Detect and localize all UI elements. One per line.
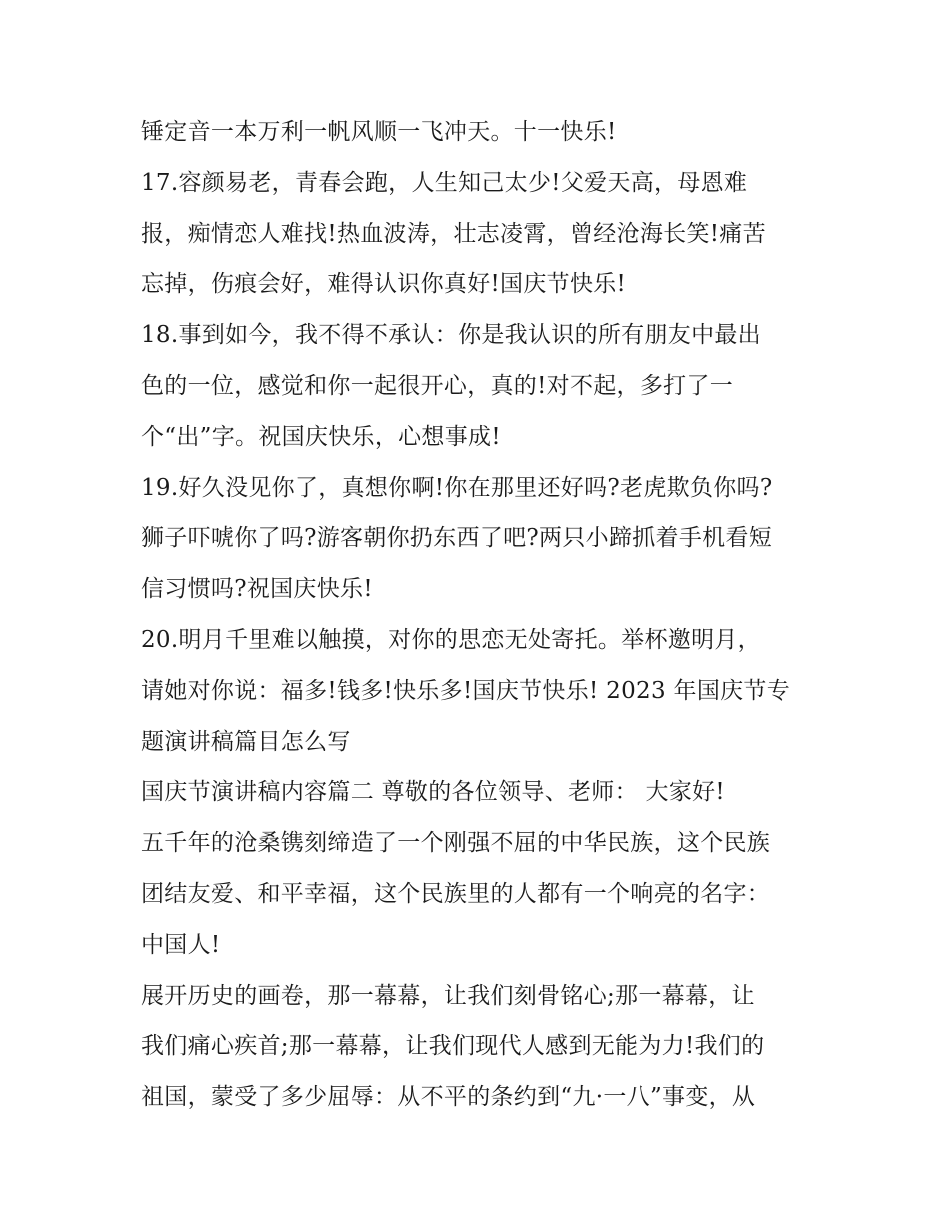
text-line: 五千年的沧桑镌刻缔造了一个刚强不屈的中华民族，这个民族 <box>141 830 771 857</box>
text-line: 展开历史的画卷，那一幕幕，让我们刻骨铭心;那一幕幕，让 <box>141 982 755 1009</box>
text-line: 18.事到如今，我不得不承认：你是我认识的所有朋友中最出 <box>141 322 761 349</box>
text-line: 20.明月千里难以触摸，对你的思恋无处寄托。举杯邀明月， <box>141 626 761 653</box>
text-line: 锤定音一本万利一帆风顺一飞冲天。十一快乐! <box>141 119 617 145</box>
document-body <box>141 107 821 1123</box>
text-line: 祖国，蒙受了多少屈辱：从不平的条约到“九·一八”事变，从 <box>141 1084 756 1111</box>
text-line: 报，痴情恋人难找!热血波涛，壮志凌霄，曾经沧海长笑!痛苦 <box>141 220 766 247</box>
text-line: 狮子吓唬你了吗?游客朝你扔东西了吧?两只小蹄抓着手机看短 <box>141 525 773 552</box>
text-line: 国庆节演讲稿内容篇二 尊敬的各位领导、老师： 大家好! <box>141 779 725 806</box>
text-line: 19.好久没见你了，真想你啊!你在那里还好吗?老虎欺负你吗? <box>141 474 773 501</box>
text-line: 17.容颜易老，青春会跑，人生知己太少!父爱天高，母恩难 <box>141 169 748 196</box>
text-line: 信习惯吗?祝国庆快乐! <box>141 576 373 603</box>
text-line: 请她对你说：福多!钱多!快乐多!国庆节快乐! 2023 年国庆节专 <box>141 677 791 704</box>
text-line: 忘掉，伤痕会好，难得认识你真好!国庆节快乐! <box>141 271 627 298</box>
text-line: 题演讲稿篇目怎么写 <box>141 728 351 755</box>
text-line: 个“出”字。祝国庆快乐，心想事成! <box>141 423 501 450</box>
text-line: 团结友爱、和平幸福，这个民族里的人都有一个响亮的名字： <box>141 880 771 907</box>
text-line: 色的一位，感觉和你一起很开心，真的!对不起，多打了一 <box>141 372 734 399</box>
text-line: 中国人! <box>141 931 221 958</box>
text-line: 我们痛心疾首;那一幕幕，让我们现代人感到无能为力!我们的 <box>141 1033 765 1060</box>
